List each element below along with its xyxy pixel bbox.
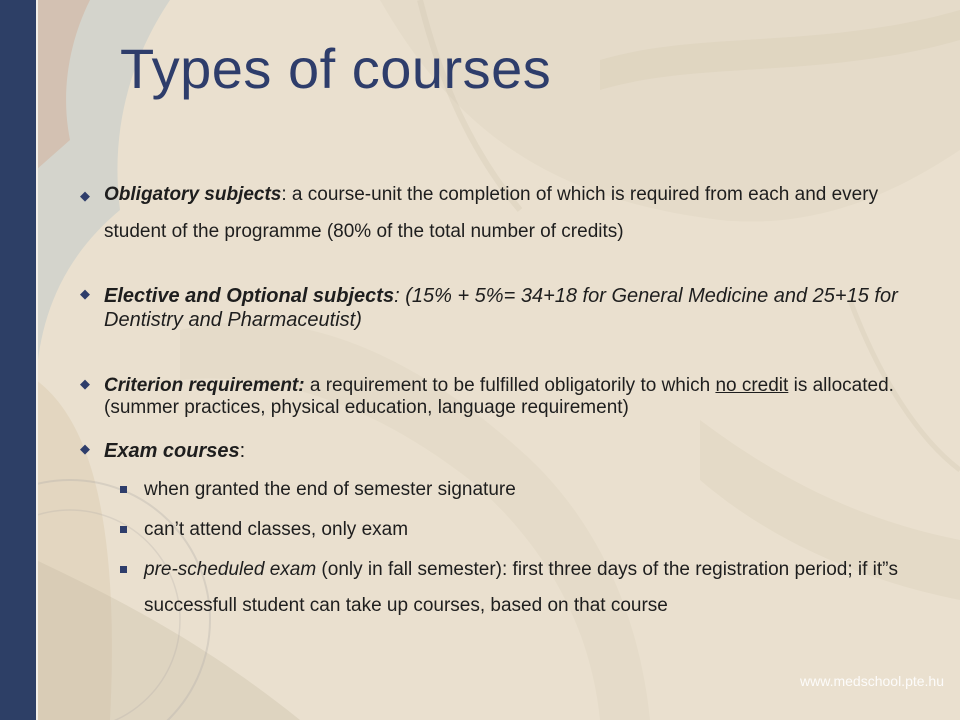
- sub-bullet-only-exam: [120, 512, 910, 548]
- bullet-text: : (15% + 5%= 34+18 for General Medicine and 25+15 for Dentistry and Pharmaceutist): [104, 285, 898, 331]
- footer-url: www.medschool.pte.hu: [800, 673, 944, 689]
- sub-bullet-signature: [120, 472, 910, 508]
- bullet-exam-courses: [80, 439, 910, 463]
- square-bullet-icon: [120, 526, 127, 533]
- sub-bullet-text: can’t attend classes, only exam: [144, 519, 409, 540]
- slide-title: Types of courses: [120, 37, 552, 100]
- diamond-bullet-icon: ◆: [80, 286, 90, 301]
- diamond-bullet-icon: ◆: [80, 441, 90, 456]
- diamond-bullet-icon: ◆: [80, 376, 90, 391]
- sidebar-band: [0, 0, 36, 720]
- sub-bullet-pre-scheduled-exam: [120, 552, 910, 624]
- bullet-term: Criterion requirement:: [104, 375, 305, 396]
- square-bullet-icon: [120, 566, 127, 573]
- sub-bullet-text: when granted the end of semester signature: [144, 479, 516, 500]
- underlined-text: no credit: [715, 375, 789, 396]
- bullet-text: a requirement to be fulfilled obligatorily to which: [304, 375, 716, 396]
- exam-courses-sublist: [80, 472, 910, 624]
- bullet-term: Obligatory subjects: [104, 184, 282, 205]
- diamond-bullet-icon: ◆: [80, 188, 90, 203]
- bullet-obligatory-subjects: [80, 176, 910, 250]
- bullet-text-after: is allocated. (summer practices, physical education, language requirement): [104, 375, 894, 418]
- bullet-colon: :: [239, 440, 246, 462]
- bullet-criterion-requirement: [80, 375, 910, 419]
- sidebar-divider: [36, 0, 38, 720]
- square-bullet-icon: [120, 486, 127, 493]
- bullet-list: [80, 176, 910, 624]
- bullet-term: Elective and Optional subjects: [104, 285, 395, 307]
- sub-bullet-text: (only in fall semester): first three days of the registration period; if it”s successfull student can take up courses, based on that course: [144, 559, 898, 616]
- bullet-term: Exam courses: [104, 440, 240, 462]
- bullet-elective-optional-subjects: [80, 284, 910, 332]
- bullet-text: a course-unit the completion of which is required from each and every student of the programme (80% of the total number of credits): [104, 184, 879, 242]
- bullet-colon: :: [281, 184, 287, 205]
- sub-bullet-italic-term: pre-scheduled exam: [144, 559, 317, 580]
